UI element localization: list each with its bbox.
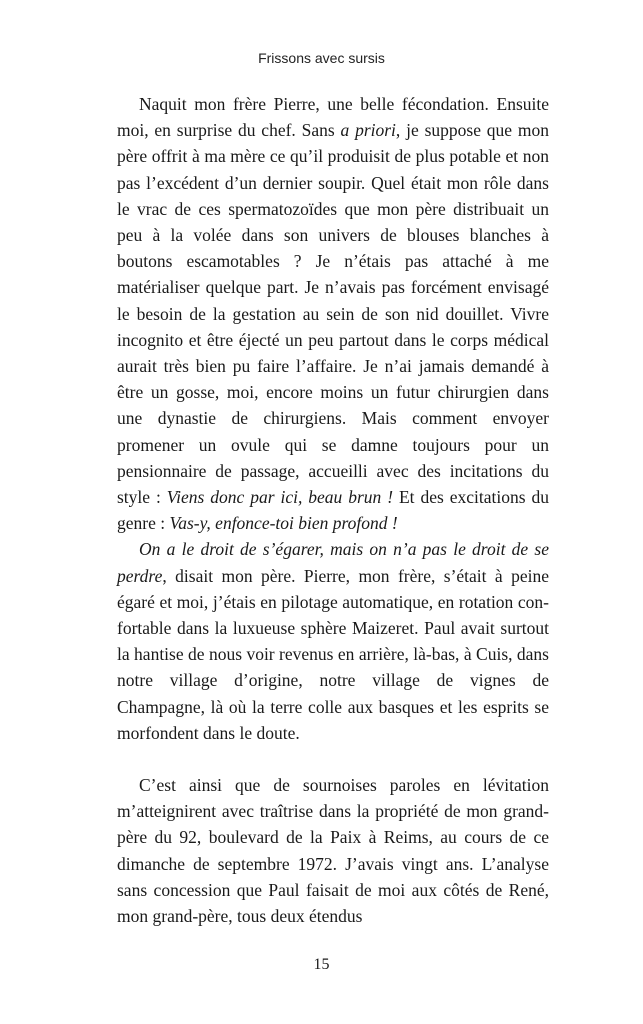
text-span: C’est ainsi que de sournoises paroles en lévitation m’atteignirent avec traîtrise dans la propriété de mon grand-père du 92, boulevard de la Paix à Reims, au cours de ce dimanche de septembre 1972. J’avais vingt ans. L’analyse sans concession que Paul faisait de moi aux côtés de René, mon grand-père, tous deux étendus — [117, 775, 549, 927]
italic-quote: On a le droit de s’égarer, mais on n’a pas le droit de se perdre — [117, 539, 549, 586]
text-span: Naquit mon frère Pierre, une belle fécondation. Ensuite moi, en surprise du chef. Sans — [117, 94, 549, 141]
text-span: , disait mon père. Pierre, mon frère, s’était à peine égaré et moi, j’étais en pilotage automatique, en rotation confortable dans la luxueuse sphère Maizeret. Paul avait surtout la hantise de nous voir revenus en arrière, là-bas, à Cuis, dans notre village d’origine, notre village de vignes de Champagne, là où la terre colle aux basques et les esprits se morfondent dans le doute. — [117, 565, 549, 743]
body-text — [117, 91, 549, 929]
paragraph-2 — [117, 536, 549, 746]
paragraph-1 — [117, 91, 549, 536]
italic-quote: Viens donc par ici, beau brun ! — [166, 487, 394, 508]
text-span: Et des excitations du genre : — [117, 487, 549, 534]
text-span: , je suppose que mon père offrit à ma mère ce qu’il produisit de plus potable et non pas l’excédent d’un dernier soupir. Quel était mon rôle dans le vrac de ces spermatozoïdes que mon père distribuait un peu à la volée dans son univers de blouses blanches à boutons escamotables ? Je n’étais pas attaché à me matérialiser quelque part. Je n’avais pas forcément envisagé le besoin de la gestation au sein de son nid douillet. Vivre incognito et être éjecté un peu partout dans le corps médical aurait très bien pu faire l’affaire. Je n’ai jamais demandé à être un gosse, moi, encore moins un futur chirurgien dans une dynastie de chirurgiens. Mais comment envoyer promener un ovule qui se damne toujours pour un pensionnaire de passage, accueilli avec des incitations du style : — [117, 120, 549, 508]
italic-quote: Vas-y, enfonce-toi bien profond ! — [169, 513, 398, 534]
page-number: 15 — [313, 956, 330, 973]
italic-span: a priori — [340, 120, 396, 141]
paragraph-3 — [117, 772, 549, 929]
running-title: Frissons avec sursis — [258, 50, 385, 66]
